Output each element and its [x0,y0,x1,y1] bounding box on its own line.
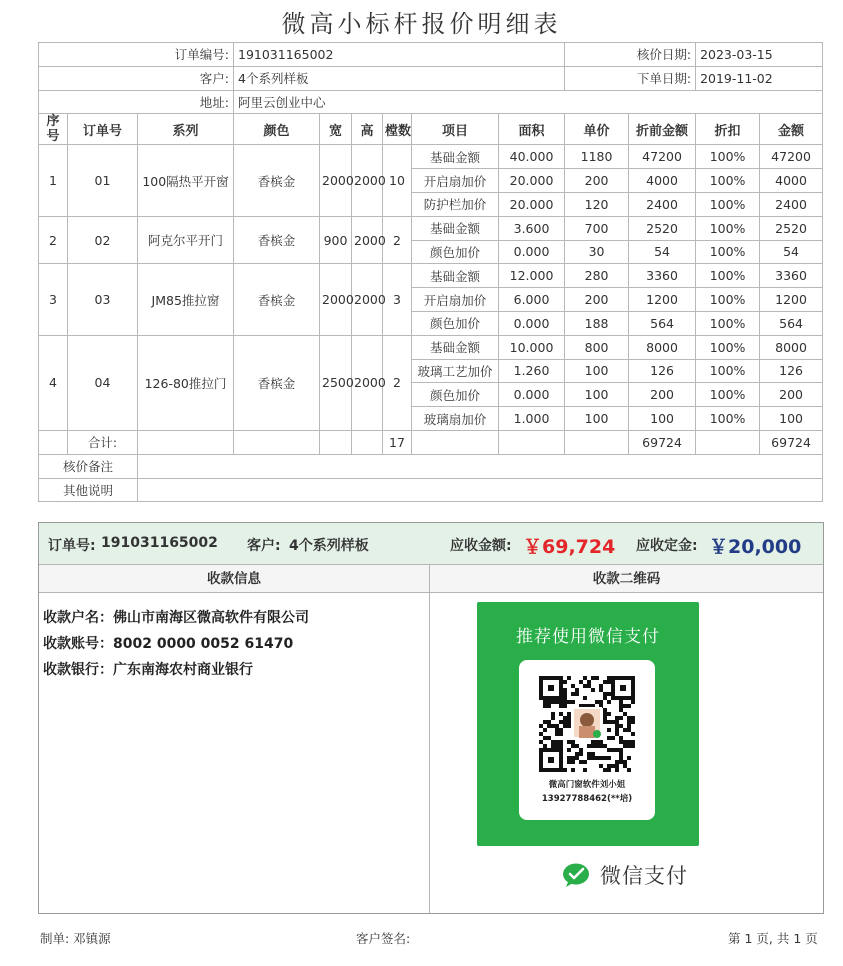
pre-discount-cell: 1200 [629,288,696,312]
footer-signature: 客户签名: [356,931,411,946]
pay-customer-value: 4个系列样板 [289,538,369,554]
totals-amount: 69724 [760,430,823,454]
price-cell: 100 [565,383,629,407]
order-cell: 02 [68,216,138,264]
discount-cell: 100% [696,240,760,264]
price-cell: 1180 [565,145,629,169]
discount-cell: 100% [696,169,760,193]
order-date-value: 2019-11-02 [696,66,823,90]
column-header: 宽 [320,114,352,145]
check-date-label: 核价日期: [565,43,696,67]
empty-cell [499,430,565,454]
pre-discount-cell: 47200 [629,145,696,169]
totals-qty: 17 [383,430,412,454]
qr-code-image [539,676,635,772]
order-cell: 03 [68,264,138,335]
series-cell: 100隔热平开窗 [138,145,234,216]
receivable-amount: ￥69,724 [523,536,616,558]
pay-customer-label: 客户: [247,538,281,554]
discount-cell: 100% [696,383,760,407]
wechat-icon [562,862,592,888]
table-row [39,335,823,359]
item-cell: 基础金额 [412,216,499,240]
discount-cell: 100% [696,335,760,359]
page-title: 微高小标杆报价明细表 [281,10,562,38]
header-row-address [39,90,823,114]
column-header: 高 [352,114,383,145]
empty-cell [696,430,760,454]
amount-cell: 100 [760,407,823,431]
item-cell: 颜色加价 [412,240,499,264]
amount-cell: 47200 [760,145,823,169]
series-cell: JM85推拉窗 [138,264,234,335]
account-number: 收款账号：8002 0000 0052 61470 [43,636,294,652]
amount-cell: 8000 [760,335,823,359]
info-title: 收款信息 [39,565,430,593]
area-cell: 10.000 [499,335,565,359]
payment-summary-bar [39,523,823,565]
pre-discount-cell: 8000 [629,335,696,359]
payment-info-panel [39,593,430,913]
table-row [39,216,823,240]
seq-cell: 3 [39,264,68,335]
area-cell: 20.000 [499,169,565,193]
item-cell: 颜色加价 [412,311,499,335]
area-cell: 0.000 [499,311,565,335]
qty-cell: 2 [383,216,412,264]
amount-cell: 126 [760,359,823,383]
area-cell: 20.000 [499,192,565,216]
amount-cell: 54 [760,240,823,264]
price-cell: 280 [565,264,629,288]
width-cell: 2500 [320,335,352,430]
column-header: 颜色 [234,114,320,145]
account-name: 收款户名：佛山市南海区微高软件有限公司 [43,610,309,626]
table-row [39,145,823,169]
header-row-order [39,43,823,67]
column-header: 金额 [760,114,823,145]
amount-cell: 3360 [760,264,823,288]
empty-cell [352,430,383,454]
height-cell: 2000 [352,264,383,335]
qty-cell: 10 [383,145,412,216]
discount-cell: 100% [696,264,760,288]
empty-cell [412,430,499,454]
price-cell: 100 [565,359,629,383]
empty-cell [320,430,352,454]
footer-page: 第 1 页, 共 1 页 [728,931,818,946]
series-cell: 阿克尔平开门 [138,216,234,264]
width-cell: 900 [320,216,352,264]
qty-cell: 3 [383,264,412,335]
price-cell: 700 [565,216,629,240]
price-cell: 200 [565,169,629,193]
item-cell: 基础金额 [412,264,499,288]
check-date-value: 2023-03-15 [696,43,823,67]
column-header: 序号 [39,114,68,145]
deposit-amount: ￥20,000 [709,536,802,558]
totals-pre-discount: 69724 [629,430,696,454]
discount-cell: 100% [696,216,760,240]
order-no-value: 191031165002 [234,43,565,67]
price-cell: 30 [565,240,629,264]
amount-cell: 2520 [760,216,823,240]
item-cell: 开启扇加价 [412,288,499,312]
area-cell: 1.260 [499,359,565,383]
check-remarks-value [138,454,823,478]
discount-cell: 100% [696,192,760,216]
amount-cell: 564 [760,311,823,335]
amount-cell: 200 [760,383,823,407]
discount-cell: 100% [696,311,760,335]
check-remarks-row [39,454,823,478]
amount-cell: 1200 [760,288,823,312]
item-cell: 玻璃工艺加价 [412,359,499,383]
pre-discount-cell: 126 [629,359,696,383]
address-label: 地址: [39,90,234,114]
other-notes-value [138,478,823,502]
deposit-label: 应收定金: [636,538,698,554]
color-cell: 香槟金 [234,216,320,264]
column-header: 樘数 [383,114,412,145]
empty-cell [234,430,320,454]
amount-cell: 4000 [760,169,823,193]
height-cell: 2000 [352,216,383,264]
color-cell: 香槟金 [234,264,320,335]
pre-discount-cell: 2400 [629,192,696,216]
price-cell: 100 [565,407,629,431]
item-cell: 玻璃扇加价 [412,407,499,431]
pre-discount-cell: 4000 [629,169,696,193]
totals-row [39,430,823,454]
order-cell: 04 [68,335,138,430]
qty-cell: 2 [383,335,412,430]
price-cell: 800 [565,335,629,359]
payment-section [38,522,824,914]
wechat-pay-text: 微信支付 [600,864,688,888]
column-header-row [39,114,823,145]
order-date-label: 下单日期: [565,66,696,90]
width-cell: 2000 [320,145,352,216]
pay-order-value: 191031165002 [101,535,218,551]
empty-cell [138,430,234,454]
area-cell: 6.000 [499,288,565,312]
pre-discount-cell: 200 [629,383,696,407]
pre-discount-cell: 3360 [629,264,696,288]
item-cell: 基础金额 [412,145,499,169]
price-cell: 188 [565,311,629,335]
series-cell: 126-80推拉门 [138,335,234,430]
discount-cell: 100% [696,288,760,312]
height-cell: 2000 [352,335,383,430]
order-no-label: 订单编号: [39,43,234,67]
payment-subheader [39,565,823,593]
column-header: 折前金额 [629,114,696,145]
area-cell: 40.000 [499,145,565,169]
other-notes-row [39,478,823,502]
empty-cell [39,430,68,454]
order-cell: 01 [68,145,138,216]
item-cell: 基础金额 [412,335,499,359]
discount-cell: 100% [696,407,760,431]
totals-label: 合计: [68,430,138,454]
width-cell: 2000 [320,264,352,335]
price-cell: 200 [565,288,629,312]
seq-cell: 1 [39,145,68,216]
qr-caption-phone: 13927788462(**培) [541,794,633,804]
quote-table [38,42,823,502]
column-header: 单价 [565,114,629,145]
qr-title: 收款二维码 [592,571,661,587]
seq-cell: 2 [39,216,68,264]
qr-caption-name: 微高门窗软件刘小姐 [548,780,626,790]
column-header: 折扣 [696,114,760,145]
pre-discount-cell: 54 [629,240,696,264]
pre-discount-cell: 564 [629,311,696,335]
footer-maker: 制单: 邓镇源 [40,931,111,946]
item-cell: 开启扇加价 [412,169,499,193]
bank-name: 收款银行：广东南海农村商业银行 [43,662,253,678]
seq-cell: 4 [39,335,68,430]
area-cell: 1.000 [499,407,565,431]
discount-cell: 100% [696,145,760,169]
table-row [39,264,823,288]
discount-cell: 100% [696,359,760,383]
color-cell: 香槟金 [234,335,320,430]
column-header: 面积 [499,114,565,145]
qr-inner-card [519,660,655,820]
check-remarks-label: 核价备注 [39,454,138,478]
address-value: 阿里云创业中心 [234,90,823,114]
other-notes-label: 其他说明 [39,478,138,502]
area-cell: 0.000 [499,240,565,264]
area-cell: 0.000 [499,383,565,407]
pay-order-label: 订单号: [48,538,96,554]
amount-cell: 2400 [760,192,823,216]
height-cell: 2000 [352,145,383,216]
area-cell: 12.000 [499,264,565,288]
customer-value: 4个系列样板 [234,66,565,90]
column-header: 订单号 [68,114,138,145]
qr-recommend-text: 推荐使用微信支付 [516,627,660,647]
pre-discount-cell: 2520 [629,216,696,240]
column-header: 项目 [412,114,499,145]
customer-label: 客户: [39,66,234,90]
color-cell: 香槟金 [234,145,320,216]
header-row-customer [39,66,823,90]
column-header: 系列 [138,114,234,145]
empty-cell [565,430,629,454]
wechat-qr-card [477,602,699,846]
receivable-label: 应收金额: [450,538,512,554]
area-cell: 3.600 [499,216,565,240]
pre-discount-cell: 100 [629,407,696,431]
item-cell: 防护栏加价 [412,192,499,216]
item-cell: 颜色加价 [412,383,499,407]
price-cell: 120 [565,192,629,216]
